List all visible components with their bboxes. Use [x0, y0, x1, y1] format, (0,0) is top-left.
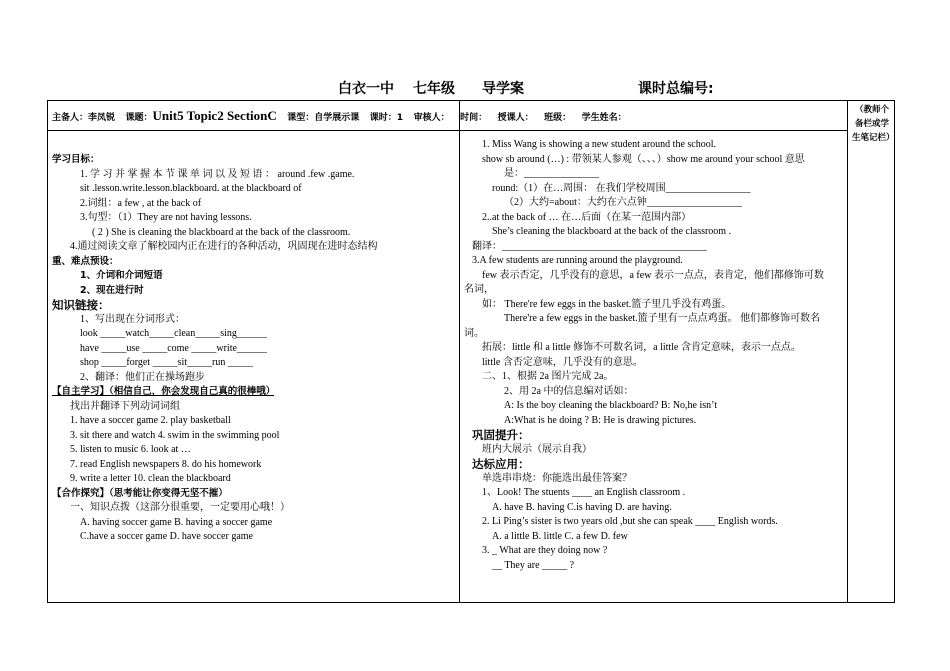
right-line: round:（1）在…周围： 在我们学校周围_________________ — [492, 182, 751, 194]
column-divider — [459, 100, 460, 603]
lesson-type: 课型：自学展示课 — [287, 113, 360, 123]
right-line: __ They are _____ ? — [492, 559, 575, 571]
teacher-field: 授课人： — [497, 113, 534, 123]
right-line: A. have B. having C.is having D. are having. — [492, 501, 672, 513]
left-line: shop _____forget _____sit_____run _____ — [80, 357, 253, 368]
right-line: little 含否定意味，几乎没有的意思。 — [482, 356, 643, 368]
topic: Unit5 Topic2 SectionC — [152, 108, 277, 123]
left-line: have _____use _____come _____write______ — [80, 342, 267, 354]
teacher-note-column: （教师个备栏或学生笔记栏） — [852, 105, 895, 143]
right-line: 翻译：_________________________________________ — [472, 240, 707, 252]
right-line: 如： There're few eggs in the basket.篮子里几乎没有鸡蛋。 — [482, 298, 732, 310]
right-line: 名词， — [464, 284, 494, 295]
reviewer: 审核人： — [413, 113, 450, 123]
left-line: A. having soccer game B. having a soccer game — [80, 516, 273, 528]
left-line: 【合作探究】（思考能让你变得无坚不摧） — [52, 487, 228, 499]
left-line: 2、现在进行时 — [80, 284, 144, 296]
right-line: 达标应用： — [472, 457, 530, 471]
left-line: C.have a soccer game D. have soccer game — [80, 531, 253, 542]
left-line: 一、知识点拨（这部分很重要，一定要用心哦！） — [70, 502, 290, 513]
periods: 课时：1 — [369, 113, 404, 123]
right-line: 1、Look! The stuents ____ an English classroom . — [482, 487, 686, 498]
left-line: 1、写出现在分词形式： — [80, 313, 185, 325]
right-line: 1. Miss Wang is showing a new student around the school. — [482, 139, 716, 150]
left-line: 1、介词和介词短语 — [80, 270, 163, 281]
right-line: A: Is the boy cleaning the blackboard? B: No,he isn’t — [504, 400, 718, 411]
right-line: （2）大约=about：大约在六点钟___________________ — [504, 197, 742, 208]
school-name: 白衣一中 — [338, 81, 394, 97]
left-line: 【自主学习】（相信自己，你会发现自己真的很棒哦） — [52, 386, 276, 397]
right-line: 3.A few students are running around the playground. — [472, 255, 683, 266]
right-line: 巩固提升： — [472, 428, 530, 442]
serial-number-label: 课时总编号: — [638, 81, 714, 97]
left-line: 5. listen to music 6. look at … — [70, 444, 191, 455]
student-name-field: 学生姓名： — [581, 113, 627, 123]
right-line: 2. Li Ping’s sister is two years old ,but she can speak ____ English words. — [482, 516, 778, 527]
left-line: 3.句型：（1）They are not having lessons. — [80, 212, 252, 223]
doc-type-label: 导学案 — [482, 81, 524, 97]
right-line: There're a few eggs in the basket.篮子里有一点点鸡蛋。 他们都修饰可数名 — [504, 313, 821, 324]
left-line: look _____watch_____clean_____sing______ — [80, 328, 267, 339]
right-line: 2..at the back of … 在…后面（在某一范围内部） — [482, 211, 692, 223]
left-line: 1. 学 习 并 掌 握 本 节 课 单 词 以 及 短 语 ： around .few .game. — [80, 168, 355, 180]
preparer: 主备人：李凤锐 — [52, 113, 116, 123]
left-line: 2、翻译：他们正在操场跑步 — [80, 371, 205, 383]
header-row — [52, 108, 847, 126]
time-field: 时间： — [460, 113, 488, 123]
header-divider — [47, 130, 848, 131]
class-field: 班级： — [544, 113, 572, 123]
left-line: 1. have a soccer game 2. play basketball — [70, 415, 231, 426]
right-line: 班内大展示（展示自我） — [482, 443, 592, 455]
grade-label: 七年级 — [413, 81, 455, 97]
left-line: 找出并翻译下列动词词组 — [70, 400, 180, 412]
left-line: 重、难点预设： — [52, 255, 119, 267]
note-column-divider — [847, 100, 848, 603]
left-line: 4.通过阅读文章了解校园内正在进行的各种活动，巩固现在进时态结构 — [70, 241, 378, 252]
right-line: 词。 — [464, 327, 484, 339]
left-line: 7. read English newspapers 8. do his homework — [70, 458, 262, 470]
right-line: show sb around (…) : 带领某人参观（、、、）show me around your school 意思 — [482, 153, 805, 165]
answer-line — [52, 395, 274, 396]
left-line: sit .lesson.write.lesson.blackboard. at the blackboard of — [80, 183, 302, 194]
document-title — [0, 78, 950, 100]
left-line: 知识链接： — [52, 298, 110, 312]
left-line: 3. sit there and watch 4. swim in the swimming pool — [70, 429, 280, 441]
right-line: 2、用 2a 中的信息编对话如： — [504, 385, 634, 397]
right-line: 二、1、根据 2a 图片完成 2a。 — [482, 371, 614, 382]
left-line: ( 2 ) She is cleaning the blackboard at the back of the classroom. — [92, 226, 351, 238]
left-line: 学习目标： — [52, 154, 100, 165]
left-column — [52, 153, 456, 545]
right-column — [464, 138, 844, 573]
right-line: She’s cleaning the blackboard at the back of the classroom . — [492, 226, 732, 237]
right-line: 拓展：little 和 a little 修饰不可数名词，a little 含肯定意味，表示一点点。 — [482, 342, 801, 353]
right-line: A. a little B. little C. a few D. few — [492, 530, 628, 542]
right-line: A:What is he doing ? B: He is drawing pictures. — [504, 414, 697, 426]
left-line: 2.词组：a few , at the back of — [80, 197, 202, 209]
right-line: few 表示否定，几乎没有的意思，a few 表示一点点，表肯定，他们都修饰可数 — [482, 269, 824, 281]
topic-label: 课题： — [125, 113, 153, 123]
left-line: 9. write a letter 10. clean the blackboard — [70, 473, 231, 484]
right-line: 单选串串烧：你能选出最佳答案？ — [482, 472, 632, 484]
right-line: 是：_______________ — [504, 168, 599, 179]
right-line: 3. _ What are they doing now ? — [482, 545, 608, 556]
